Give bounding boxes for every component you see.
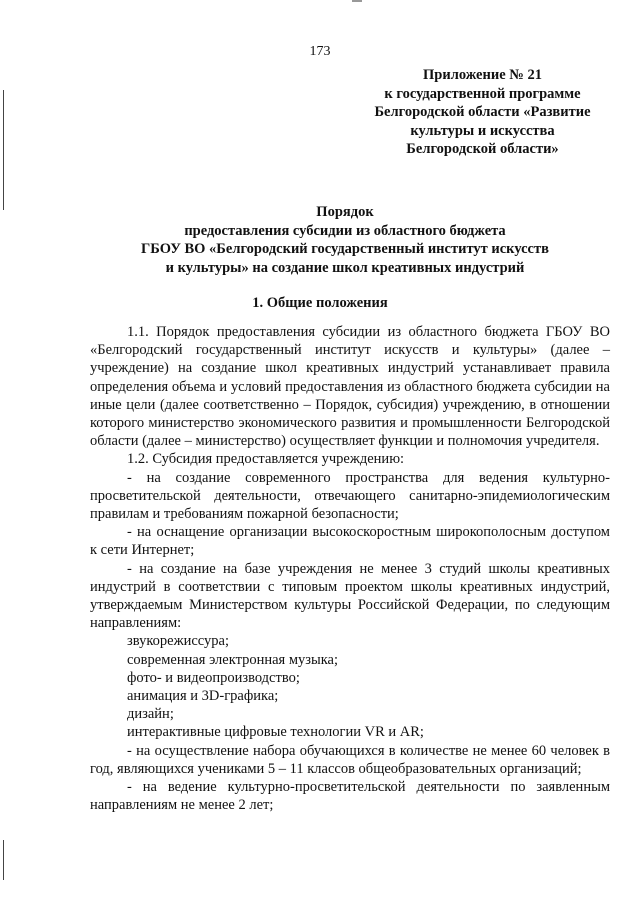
title-line: Порядок (316, 204, 374, 220)
document-title (90, 203, 600, 277)
list-item: современная электронная музыка; (127, 651, 339, 668)
scan-mark (352, 0, 362, 2)
appendix-line: Белгородской области «Развитие (374, 104, 591, 120)
paragraph: - на оснащение организации высокоскоростным широкополосным доступом к сети Интернет; (90, 524, 610, 559)
title-line: ГБОУ ВО «Белгородский государственный институт искусств (141, 241, 549, 257)
list-item: фото- и видеопроизводство; (127, 669, 300, 686)
title-line: и культуры» на создание школ креативных индустрий (165, 259, 525, 276)
list-item: дизайн; (127, 706, 174, 723)
title-line: предоставления субсидии из областного бюджета (184, 222, 506, 239)
paragraph: - на ведение культурно-просветительской деятельности по заявленным направлениям не менее 2 лет; (90, 779, 610, 814)
paragraph: - на создание на базе учреждения не менее 3 студий школы креативных индустрий в соответствии с типовым проектом школы креативных индустрий, утверждаемым Министерством культуры Российской Федерации, по следующим направлениям: (90, 560, 610, 632)
page-number: 173 (309, 44, 331, 59)
paragraph: - на осуществление набора обучающихся в количестве не менее 60 человек в год, являющихся учениками 5 – 11 классов общеобразовательных организаций; (90, 742, 610, 777)
section-heading: 1. Общие положения (252, 295, 388, 311)
scan-edge-line (3, 840, 4, 880)
appendix-line: Приложение № 21 (423, 67, 542, 83)
appendix-line: культуры и искусства (410, 122, 555, 139)
list-item: интерактивные цифровые технологии VR и AR; (127, 724, 424, 741)
paragraph: - на создание современного пространства для ведения культурно-просветительской деятельности, отвечающего санитарно-эпидемиологическим правилам и требованиям пожарной безопасности; (90, 469, 610, 523)
appendix-line: Белгородской области» (406, 141, 559, 157)
document-body (90, 323, 610, 814)
list-item: анимация и 3D-графика; (127, 688, 279, 705)
appendix-block (355, 66, 610, 159)
paragraph: 1.1. Порядок предоставления субсидии из областного бюджета ГБОУ ВО «Белгородский государственный институт искусств и культуры» (далее – учреждение) на создание школ креативных индустрий устанавливает правила определения объема и условий предоставления из областного бюджета субсидии на иные цели (далее соответственно – Порядок, субсидия) учреждению, в отношении которого министерство экономического развития и промышленности Белгородской области (далее – министерство) осуществляет функции и полномочия учредителя. (90, 324, 610, 450)
appendix-line: к государственной программе (384, 85, 581, 102)
list-item: звукорежиссура; (127, 633, 229, 650)
scan-edge-line (3, 90, 4, 210)
paragraph: 1.2. Субсидия предоставляется учреждению: (127, 451, 405, 468)
